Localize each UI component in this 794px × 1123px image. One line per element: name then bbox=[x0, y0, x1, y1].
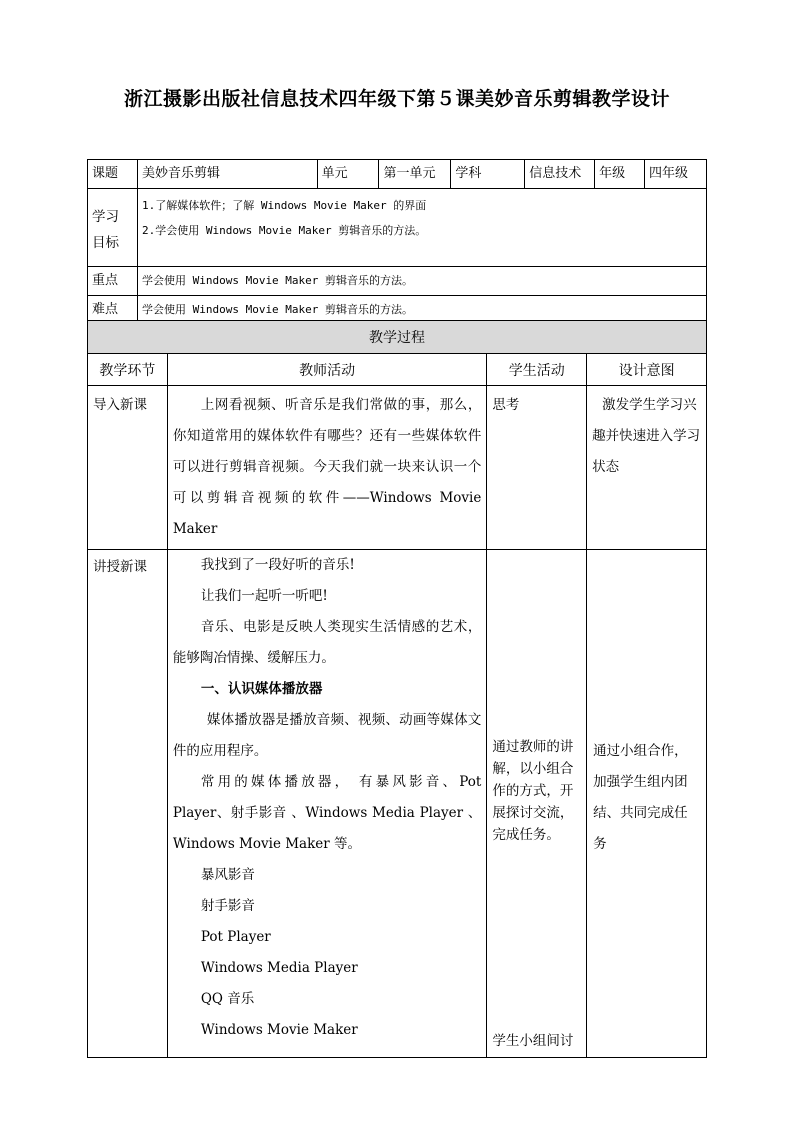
teacher-line-6: 常用的媒体播放器， 有暴风影音、Pot Player、射手影音 、Windows Media Player 、 Windows Movie Maker 等。 bbox=[172, 774, 482, 852]
subject-value: 信息技术 bbox=[525, 160, 595, 189]
player-baofeng: 暴风影音 bbox=[200, 867, 255, 883]
keypoint-label: 重点 bbox=[88, 267, 138, 296]
section-heading: 一、认识媒体播放器 bbox=[200, 681, 323, 697]
objectives-value bbox=[137, 189, 706, 267]
unit-label: 单元 bbox=[317, 160, 379, 189]
intent-lecture bbox=[587, 550, 707, 1058]
difficulty-value: 学会使用 Windows Movie Maker 剪辑音乐的方法。 bbox=[137, 296, 706, 325]
document-title: 浙江摄影出版社信息技术四年级下第５课美妙音乐剪辑教学设计 bbox=[123, 88, 670, 110]
player-wmp: Windows Media Player bbox=[200, 960, 358, 976]
player-sheshou: 射手影音 bbox=[200, 898, 255, 914]
teacher-line-5: 媒体播放器是播放音频、视频、动画等媒体文件的应用程序。 bbox=[172, 712, 482, 759]
unit-value: 第一单元 bbox=[379, 160, 451, 189]
objective-2: 2.学会使用 Windows Movie Maker 剪辑音乐的方法。 bbox=[141, 224, 427, 237]
grade-value: 四年级 bbox=[645, 160, 707, 189]
difficulty-label: 难点 bbox=[88, 296, 138, 325]
student-lecture-bottom: 学生小组间讨 bbox=[492, 1033, 574, 1049]
teacher-intro: 上网看视频、听音乐是我们常做的事，那么，你知道常用的媒体软件有哪些？还有一些媒体软件可以进行剪辑音视频。今天我们就一块来认识一个可以剪辑音视频的软件——Windows Movie Maker bbox=[167, 386, 486, 550]
objectives-label bbox=[88, 189, 138, 267]
objective-1: 1.了解媒体软件；了解 Windows Movie Maker 的界面 bbox=[141, 199, 427, 212]
stage-lecture: 讲授新课 bbox=[88, 550, 168, 1058]
subject-label: 学科 bbox=[451, 160, 525, 189]
objectives-label-text: 学习目标 bbox=[92, 208, 119, 251]
topic-value: 美妙音乐剪辑 bbox=[137, 160, 317, 189]
course-info-table bbox=[87, 159, 707, 325]
intent-lecture-text: 通过小组合作，加强学生组内团结、共同完成任务 bbox=[593, 743, 688, 852]
process-header: 教学过程 bbox=[88, 321, 707, 354]
grade-label: 年级 bbox=[595, 160, 645, 189]
col-intent: 设计意图 bbox=[587, 354, 707, 386]
student-intro: 思考 bbox=[487, 386, 587, 550]
student-lecture bbox=[487, 550, 587, 1058]
teacher-lecture bbox=[167, 550, 486, 1058]
col-teacher: 教师活动 bbox=[167, 354, 486, 386]
col-stage: 教学环节 bbox=[88, 354, 168, 386]
topic-label: 课题 bbox=[88, 160, 138, 189]
stage-intro: 导入新课 bbox=[88, 386, 168, 550]
intent-intro: 激发学生学习兴趣并快速进入学习状态 bbox=[587, 386, 707, 550]
col-student: 学生活动 bbox=[487, 354, 587, 386]
player-wmm: Windows Movie Maker bbox=[200, 1022, 358, 1038]
teacher-line-2: 让我们一起听一听吧! bbox=[200, 588, 328, 604]
player-pot: Pot Player bbox=[200, 929, 271, 945]
teacher-line-1: 我找到了一段好听的音乐! bbox=[200, 557, 355, 573]
teacher-line-3: 音乐、电影是反映人类现实生活情感的艺术，能够陶冶情操、缓解压力。 bbox=[172, 619, 482, 666]
keypoint-value: 学会使用 Windows Movie Maker 剪辑音乐的方法。 bbox=[137, 267, 706, 296]
teaching-process-table bbox=[87, 320, 707, 1058]
player-qq: QQ 音乐 bbox=[200, 991, 255, 1007]
student-lecture-text: 通过教师的讲解，以小组合作的方式，开展探讨交流，完成任务。 bbox=[492, 739, 574, 843]
